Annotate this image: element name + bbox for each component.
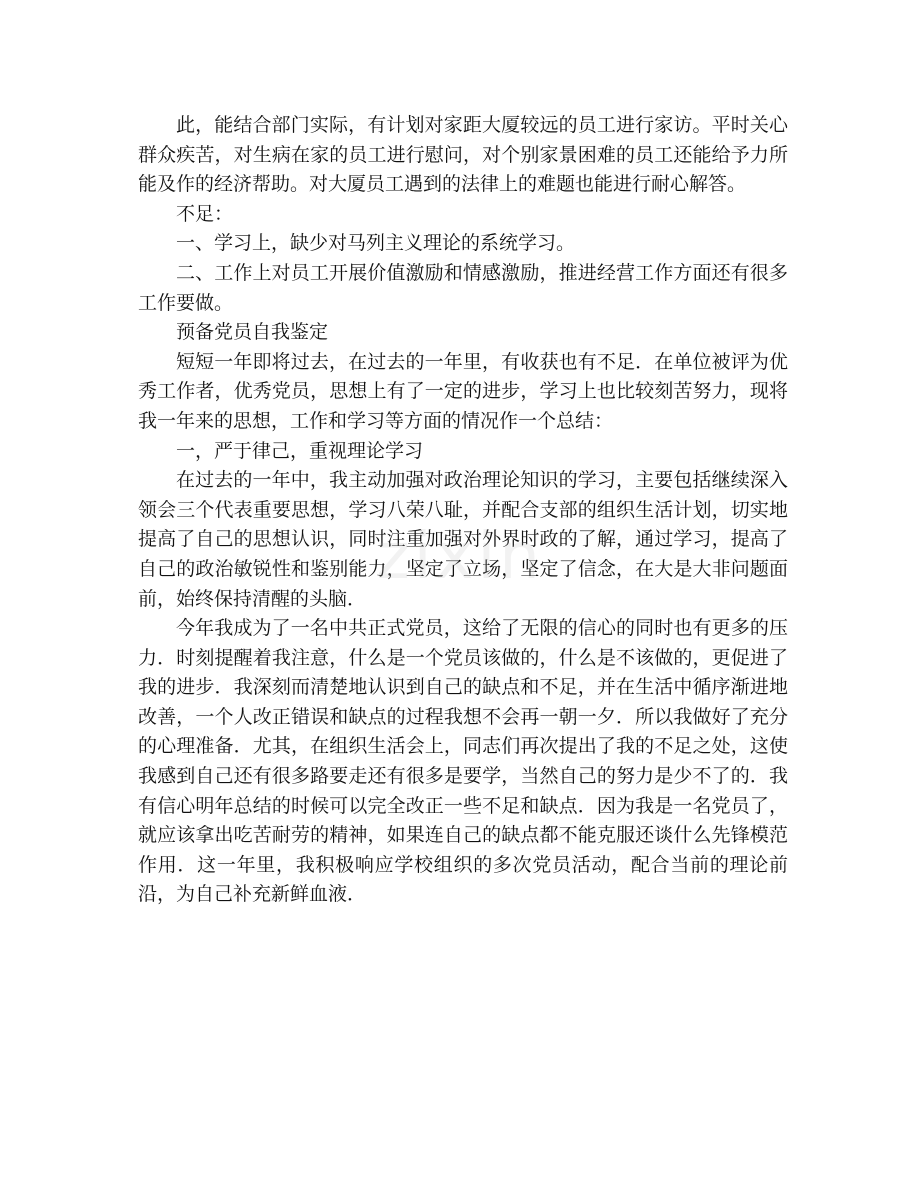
document-body (138, 111, 788, 910)
section-title-self-assessment: 预备党员自我鉴定 (176, 321, 329, 344)
paragraph-theory-study: 在过去的一年中，我主动加强对政治理论知识的学习，主要包括继续深入领会三个代表重要思想，学习八荣八耻，并配合支部的组织生活计划，切实地提高了自己的思想认识，同时注重加强对外界时政的了解，通过学习，提高了自己的政治敏锐性和鉴别能力，坚定了立场，坚定了信念，在大是大非问题面前，始终保持清醒的头脑． (138, 469, 788, 610)
section-heading-theory-study: 一，严于律己，重视理论学习 (176, 439, 424, 462)
paragraph-shortcoming-study: 一、学习上，缺少对马列主义理论的系统学习。 (176, 232, 576, 255)
paragraph-family-visits: 此，能结合部门实际，有计划对家距大厦较远的员工进行家访。平时关心群众疾苦，对生病在家的员工进行慰问，对个别家景困难的员工还能给予力所能及作的经济帮助。对大厦员工遇到的法律上的难题也能进行耐心解答。 (138, 114, 788, 196)
paragraph-shortcoming-work: 二、工作上对员工开展价值激励和情感激励，推进经营工作方面还有很多工作要做。 (138, 261, 788, 314)
watermark-logo: zixin (376, 520, 544, 594)
paragraph-formal-member: 今年我成为了一名中共正式党员，这给了无限的信心的同时也有更多的压力．时刻提醒着我注意，什么是一个党员该做的，什么是不该做的，更促进了我的进步．我深刻而清楚地认识到自己的缺点和不足，并在生活中循序渐进地改善，一个人改正错误和缺点的过程我想不会再一朝一夕．所以我做好了充分的心理准备．尤其，在组织生活会上，同志们再次提出了我的不足之处，这使我感到自己还有很多路要走还有很多是要学，当然自己的努力是少不了的．我有信心明年总结的时候可以完全改正一些不足和缺点．因为我是一名党员了，就应该拿出吃苦耐劳的精神，如果连自己的缺点都不能克服还谈什么先锋模范作用．这一年里，我积极响应学校组织的多次党员活动，配合当前的理论前沿，为自己补充新鲜血液． (138, 617, 788, 906)
paragraph-shortcomings-heading: 不足： (176, 202, 234, 225)
paragraph-intro-summary: 短短一年即将过去，在过去的一年里，有收获也有不足．在单位被评为优秀工作者，优秀党员，思想上有了一定的进步，学习上也比较刻苦努力，现将我一年来的思想，工作和学习等方面的情况作一个总结： (138, 350, 788, 432)
